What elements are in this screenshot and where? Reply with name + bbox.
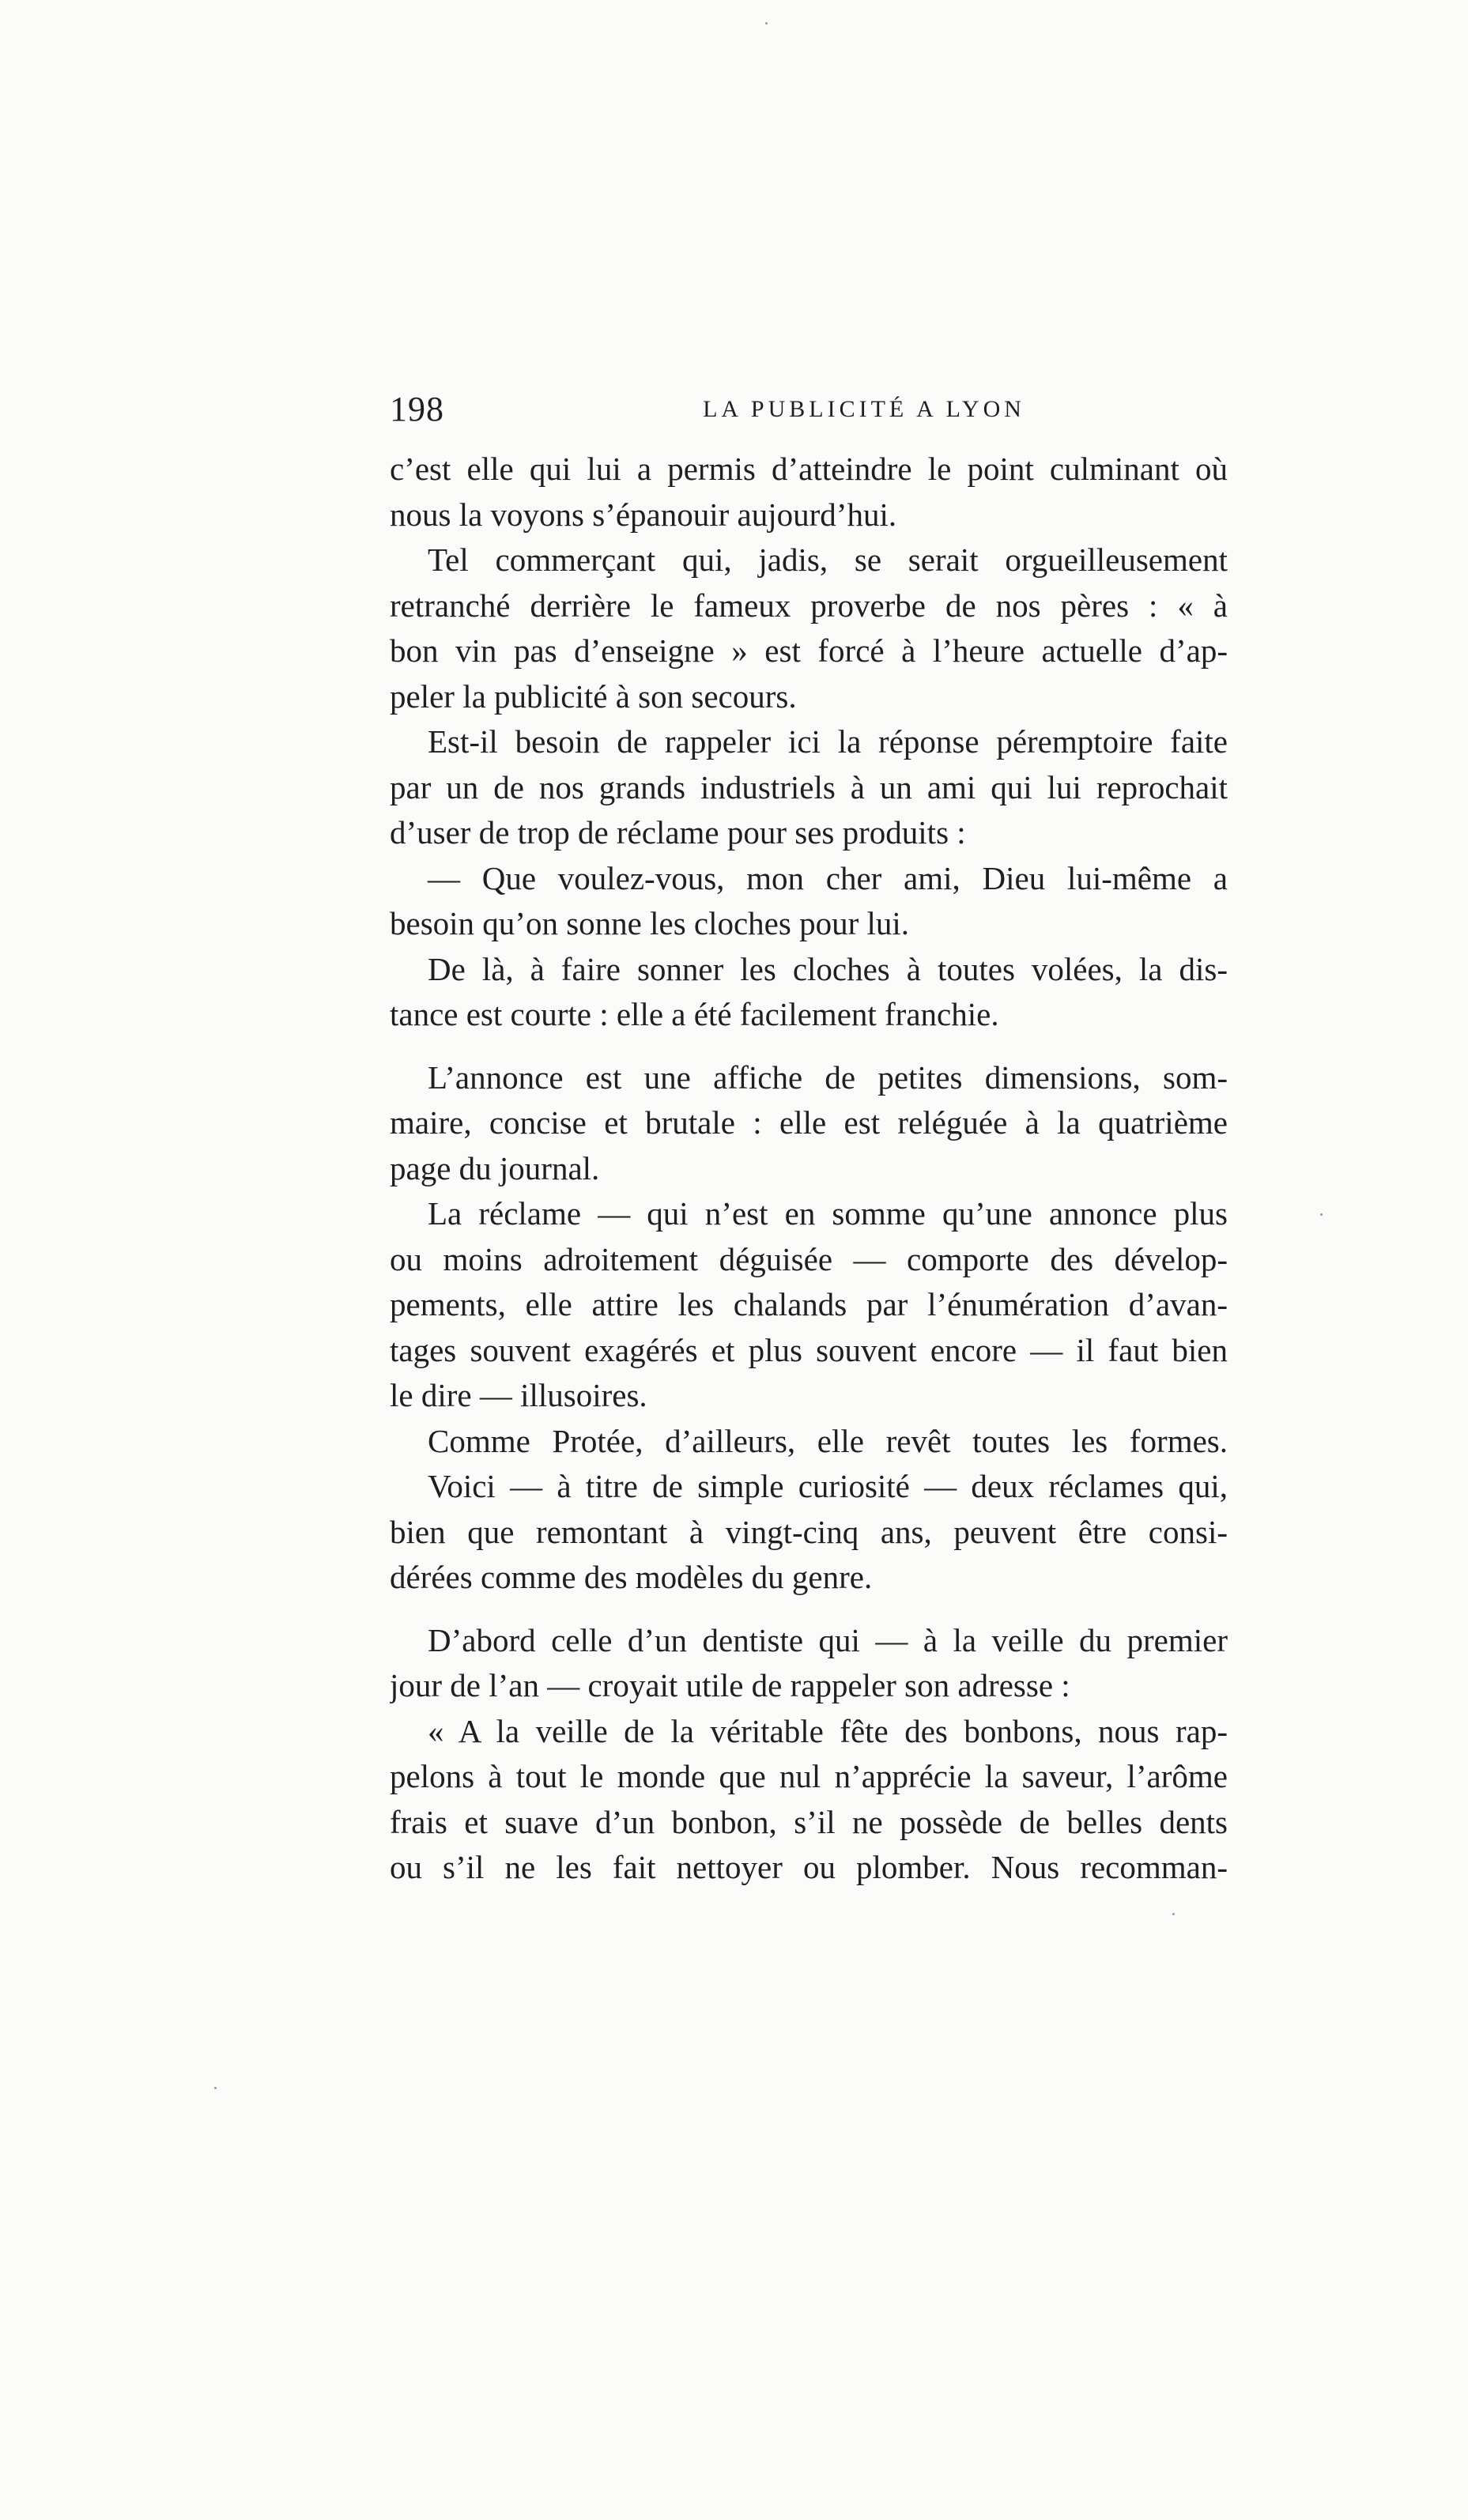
text-line: peler la publicité à son secours. [390,677,797,715]
text-line: par un de nos grands industriels à un ami qui lui reprochait [390,768,1228,805]
text-line: bon vin pas d’enseigne » est forcé à l’heure actuelle d’ap- [390,632,1228,669]
text-line: — Que voulez-vous, mon cher ami, Dieu lui-même a [428,859,1228,896]
text-line: frais et suave d’un bonbon, s’il ne possède de belles dents [390,1803,1228,1840]
text-line: tance est courte : elle a été facilement franchie. [390,996,999,1032]
text-line: « A la veille de la véritable fête des bonbons, nous rap- [428,1712,1228,1749]
paper-speck [765,22,768,25]
text-line: le dire — illusoires. [390,1377,647,1413]
text-line: D’abord celle d’un dentiste qui — à la veille du premier [428,1621,1228,1658]
text-line: ou moins adroitement déguisée — comporte des dévelop- [390,1240,1228,1277]
text-line: besoin qu’on sonne les cloches pour lui. [390,905,910,941]
body-text [390,447,1228,1948]
text-line: tages souvent exagérés et plus souvent encore — il faut bien [390,1331,1228,1368]
text-line: pelons à tout le monde que nul n’apprécie la saveur, l’arôme [390,1758,1228,1794]
text-line: Voici — à titre de simple curiosité — deux réclames qui, [428,1468,1228,1504]
section-gap [390,1601,1228,1618]
text-line: Est-il besoin de rappeler ici la réponse péremptoire faite [428,723,1228,760]
text-line: retranché derrière le fameux proverbe de nos pères : « à [390,587,1228,624]
text-line: dérées comme des modèles du genre. [390,1559,873,1595]
text-line: jour de l’an — croyait utile de rappeler son adresse : [390,1667,1070,1703]
page-number: 198 [390,390,444,428]
text-line: Comme Protée, d’ailleurs, elle revêt toutes les formes. [428,1422,1228,1459]
paper-speck [1320,1213,1323,1216]
text-line: d’user de trop de réclame pour ses produits : [390,814,966,851]
text-line: ou s’il ne les fait nettoyer ou plomber. Nous recomman- [390,1849,1228,1885]
paper-speck [214,2087,217,2089]
running-head [390,386,1228,433]
text-line: pements, elle attire les chalands par l’énumération d’avan- [390,1286,1228,1322]
paper-speck [1172,1913,1175,1915]
text-line: Tel commerçant qui, jadis, se serait orgueilleusement [428,541,1228,578]
text-line: bien que remontant à vingt-cinq ans, peuvent être consi- [390,1513,1228,1550]
text-line: c’est elle qui lui a permis d’atteindre le point culminant où [390,451,1228,487]
text-line: De là, à faire sonner les cloches à toutes volées, la dis- [428,950,1228,987]
text-line: maire, concise et brutale : elle est reléguée à la quatrième [390,1104,1228,1141]
text-line: La réclame — qui n’est en somme qu’une annonce plus [428,1195,1228,1232]
section-gap [390,1038,1228,1055]
running-title: LA PUBLICITÉ A LYON [703,396,1025,422]
text-line: nous la voyons s’épanouir aujourd’hui. [390,496,897,533]
text-line: page du journal. [390,1149,600,1186]
text-line: L’annonce est une affiche de petites dimensions, som- [428,1058,1228,1096]
